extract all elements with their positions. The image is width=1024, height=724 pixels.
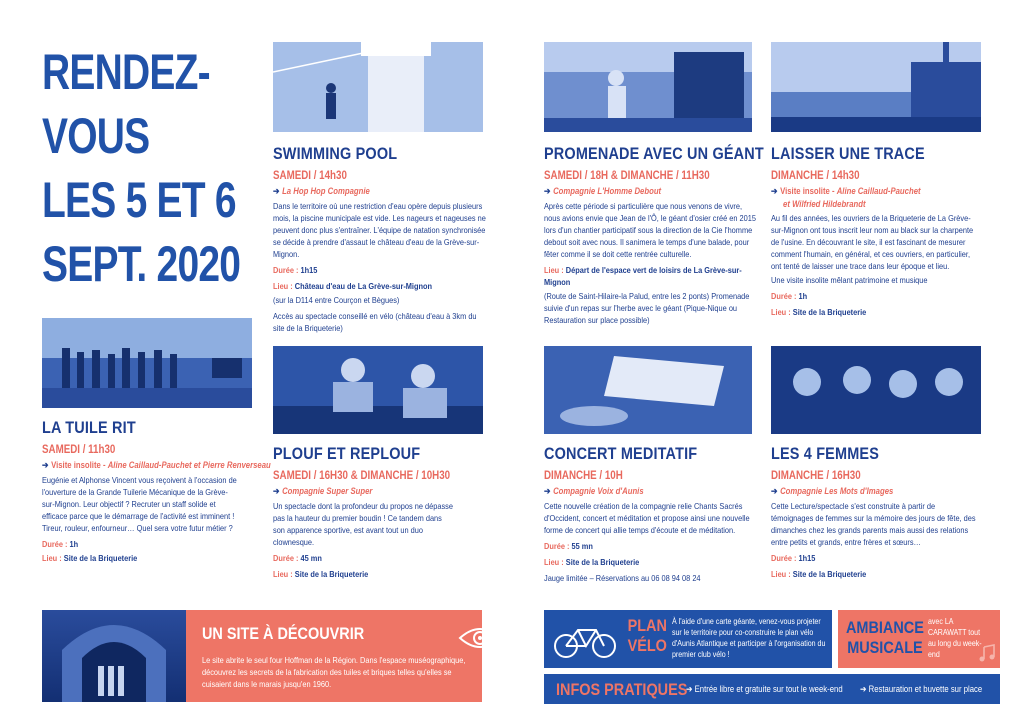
event-duree: Durée : 1h15 [771,553,816,563]
site-banner [42,610,482,702]
photo-femmes [771,346,981,434]
bicycle-icon [552,620,618,660]
event-when: DIMANCHE / 14h30 [771,170,860,182]
event-duree: Durée : 1h [42,539,79,549]
briqueterie-photo-icon [771,42,981,132]
photo-tuile [42,318,252,408]
plan-velo-banner [544,610,832,668]
event-title: CONCERT MEDITATIF [544,444,698,463]
event-lieu: Lieu : Site de la Briqueterie [771,569,867,579]
arrow-icon: ➔ [771,486,778,496]
music-note-icon [978,644,996,662]
headline-line-2: VOUS [42,108,150,164]
event-company: ➔ La Hop Hop Compagnie [273,186,370,196]
crowd-photo-icon [42,318,252,408]
event-title: PROMENADE AVEC UN GÉANT [544,144,764,163]
infos-item-1: ➔ Entrée libre et gratuite sur tout le week-end [686,684,843,694]
plan-text: À l'aide d'une carte géante, venez-vous projeter sur le territoire pour co-construire le plan vélo d'Aunis Atlantique et participer à l'organisation du premier club vélo ! [672,617,826,659]
headline-line-3: LES 5 ET 6 [42,172,236,228]
event-duree: Durée : 1h15 [273,265,318,275]
site-text: Le site abrite le seul four Hoffman de la Région. Dans l'espace muséographique, découvrez les secrets de la fabrication des tuiles et briques telles qu'elles se cuisaient dans le marais jusqu'en 1960. [202,655,466,689]
event-company: ➔ Compagnie Les Mots d'Images [771,486,894,496]
event-lieu: Lieu : Site de la Briqueterie [42,553,138,563]
event-lieu: Lieu : Site de la Briqueterie [273,569,369,579]
event-text: Au fil des années, les ouvriers de la Briqueterie de La Grève-sur-Mignon ont tous inscrit leur nom au black sur la charpente de l'usine. En découvrant le site, il est fascinant de mesurer comment l'humain, en général, et ces ouvriers, en particulier, ont tenté de laisser une trace dans leur époque et lieu. [771,213,974,271]
event-company: ➔ Compagnie Voix d'Aunis [544,486,644,496]
arrow-icon: ➔ [273,186,280,196]
event-duree: Durée : 55 mn [544,541,593,551]
event-lieu-extra: (sur la D114 entre Courçon et Bègues) [273,295,400,305]
site-title: UN SITE À DÉCOUVRIR [202,624,365,643]
headline-line-1: RENDEZ- [42,44,210,100]
water-tower-photo-icon [273,42,483,132]
arrow-icon: ➔ [273,486,280,496]
event-when: DIMANCHE / 10H [544,470,623,482]
arrow-icon: ➔ [544,186,551,196]
event-extra: Jauge limitée – Réservations au 06 08 94 08 24 [544,573,701,583]
four-women-photo-icon [771,346,981,434]
event-when: SAMEDI / 11h30 [42,444,116,456]
event-company: ➔ Visite insolite - Aline Caillaud-Pauchet et Pierre Renverseau [42,460,271,470]
event-lieu-extra: (Route de Saint-Hilaire-la Palud, entre les 2 ponts) Promenade suivie d'un repas sur l'herbe avec le géant (Pique-Nique ou Restauration sur place possible) [544,291,750,325]
photo-swimming [273,42,483,132]
event-text: Eugénie et Alphonse Vincent vous reçoivent à l'occasion de l'ouverture de la Grande Tuilerie Mécanique de la Grève-sur-Mignon. Leur objectif ? Recruter un staff solide et efficace parce que le démarrage de l'activité est imminent ! Tireur, rouleur, enfourneur… Quel sera votre futur métier ? [42,475,237,533]
event-title: SWIMMING POOL [273,144,398,163]
event-company: ➔ Compagnie Super Super [273,486,373,496]
event-tuile [42,418,271,564]
kiln-arch-icon [42,610,186,702]
event-text: Cette Lecture/spectacle s'est construite à partir de témoignages de femmes sur la mémoire des jours de fête, des dimanches chez les grands parents mais aussi des relations entre petits et grands, entre frères et sœurs… [771,501,976,547]
headline [42,40,262,296]
giant-photo-icon [544,42,752,132]
ambiance-text: avec LA CARAWATT tout au long du week-end [928,617,982,659]
event-title: PLOUF ET REPLOUF [273,444,421,463]
event-company-2: et Wilfried Hildebrandt [783,199,866,209]
infos-item-2: ➔ Restauration et buvette sur place [860,684,983,694]
infos-banner [544,674,1000,704]
clowns-photo-icon [273,346,483,434]
photo-concert [544,346,752,434]
event-text: Après cette période si particulière que nous venons de vivre, nous avions envie que Jean de l'Ô, le géant d'osier créé en 2015 lors d'un chantier participatif sous la direction de la Cie l'homme debout soit avec nous. Il sanimera le temps d'une balade, pour fêter comme il se doit cette rentrée culturelle. [544,201,756,259]
event-title: LES 4 FEMMES [771,444,880,463]
event-lieu: Lieu : Départ de l'espace vert de loisirs de La Grève-sur-Mignon [544,265,742,287]
ambiance-title: AMBIANCE MUSICALE [846,618,924,657]
event-duree: Durée : 45 mn [273,553,322,563]
kiln-photo [42,610,186,702]
ambiance-banner [838,610,1000,668]
arrow-icon: ➔ [771,186,778,196]
photo-plouf [273,346,483,434]
event-text: Cette nouvelle création de la compagnie relie Chants Sacrés d'Occident, concert et méditation et propose ainsi une nouvelle forme de concert qui allie temps d'écoute et de méditation. [544,501,750,535]
event-extra: Accès au spectacle conseillé en vélo (château d'eau à 3km du site de la Briqueterie) [273,311,477,333]
event-extra: Une visite insolite mêlant patrimoine et musique [771,275,928,285]
event-lieu: Lieu : Site de la Briqueterie [544,557,640,567]
headline-line-4: SEPT. 2020 [42,236,241,292]
event-trace [771,144,985,318]
event-title: LA TUILE RIT [42,418,136,437]
eye-icon [456,620,504,656]
event-promenade [544,144,764,326]
event-femmes [771,444,985,580]
event-lieu: Lieu : Château d'eau de La Grève-sur-Mignon [273,281,433,291]
event-when: SAMEDI / 18H & DIMANCHE / 11H30 [544,170,710,182]
event-company: ➔ Visite insolite - Aline Caillaud-Pauchet [771,186,921,196]
event-company: ➔ Compagnie L'Homme Debout [544,186,662,196]
plan-title: PLAN VÉLO [627,616,667,655]
music-sheet-photo-icon [544,346,752,434]
event-duree: Durée : 1h [771,291,808,301]
event-swimming [273,144,487,334]
arrow-icon: ➔ [42,460,49,470]
event-when: DIMANCHE / 16H30 [771,470,861,482]
infos-title: INFOS PRATIQUES [556,680,688,699]
event-lieu: Lieu : Site de la Briqueterie [771,307,867,317]
photo-promenade [544,42,752,132]
event-when: SAMEDI / 16H30 & DIMANCHE / 10H30 [273,470,451,482]
event-when: SAMEDI / 14h30 [273,170,347,182]
event-text: Dans le territoire où une restriction d'eau opère depuis plusieurs mois, la piscine municipale est vide. Les nageurs et nageuses ne peuvent donc plus s'entraîner. L'équipe de natation synchronisée se décide à prendre d'assaut le château d'eau de la Grève-sur-Mignon. [273,201,486,259]
event-plouf [273,444,487,580]
event-text: Un spectacle dont la profondeur du propos ne dépasse pas la hauteur du premier boudin ! Ce tandem dans son apparence sportive, est avant tout un duo clownesque. [273,501,453,547]
event-title: LAISSER UNE TRACE [771,144,925,163]
arrow-icon: ➔ [544,486,551,496]
event-concert [544,444,758,584]
photo-trace [771,42,981,132]
